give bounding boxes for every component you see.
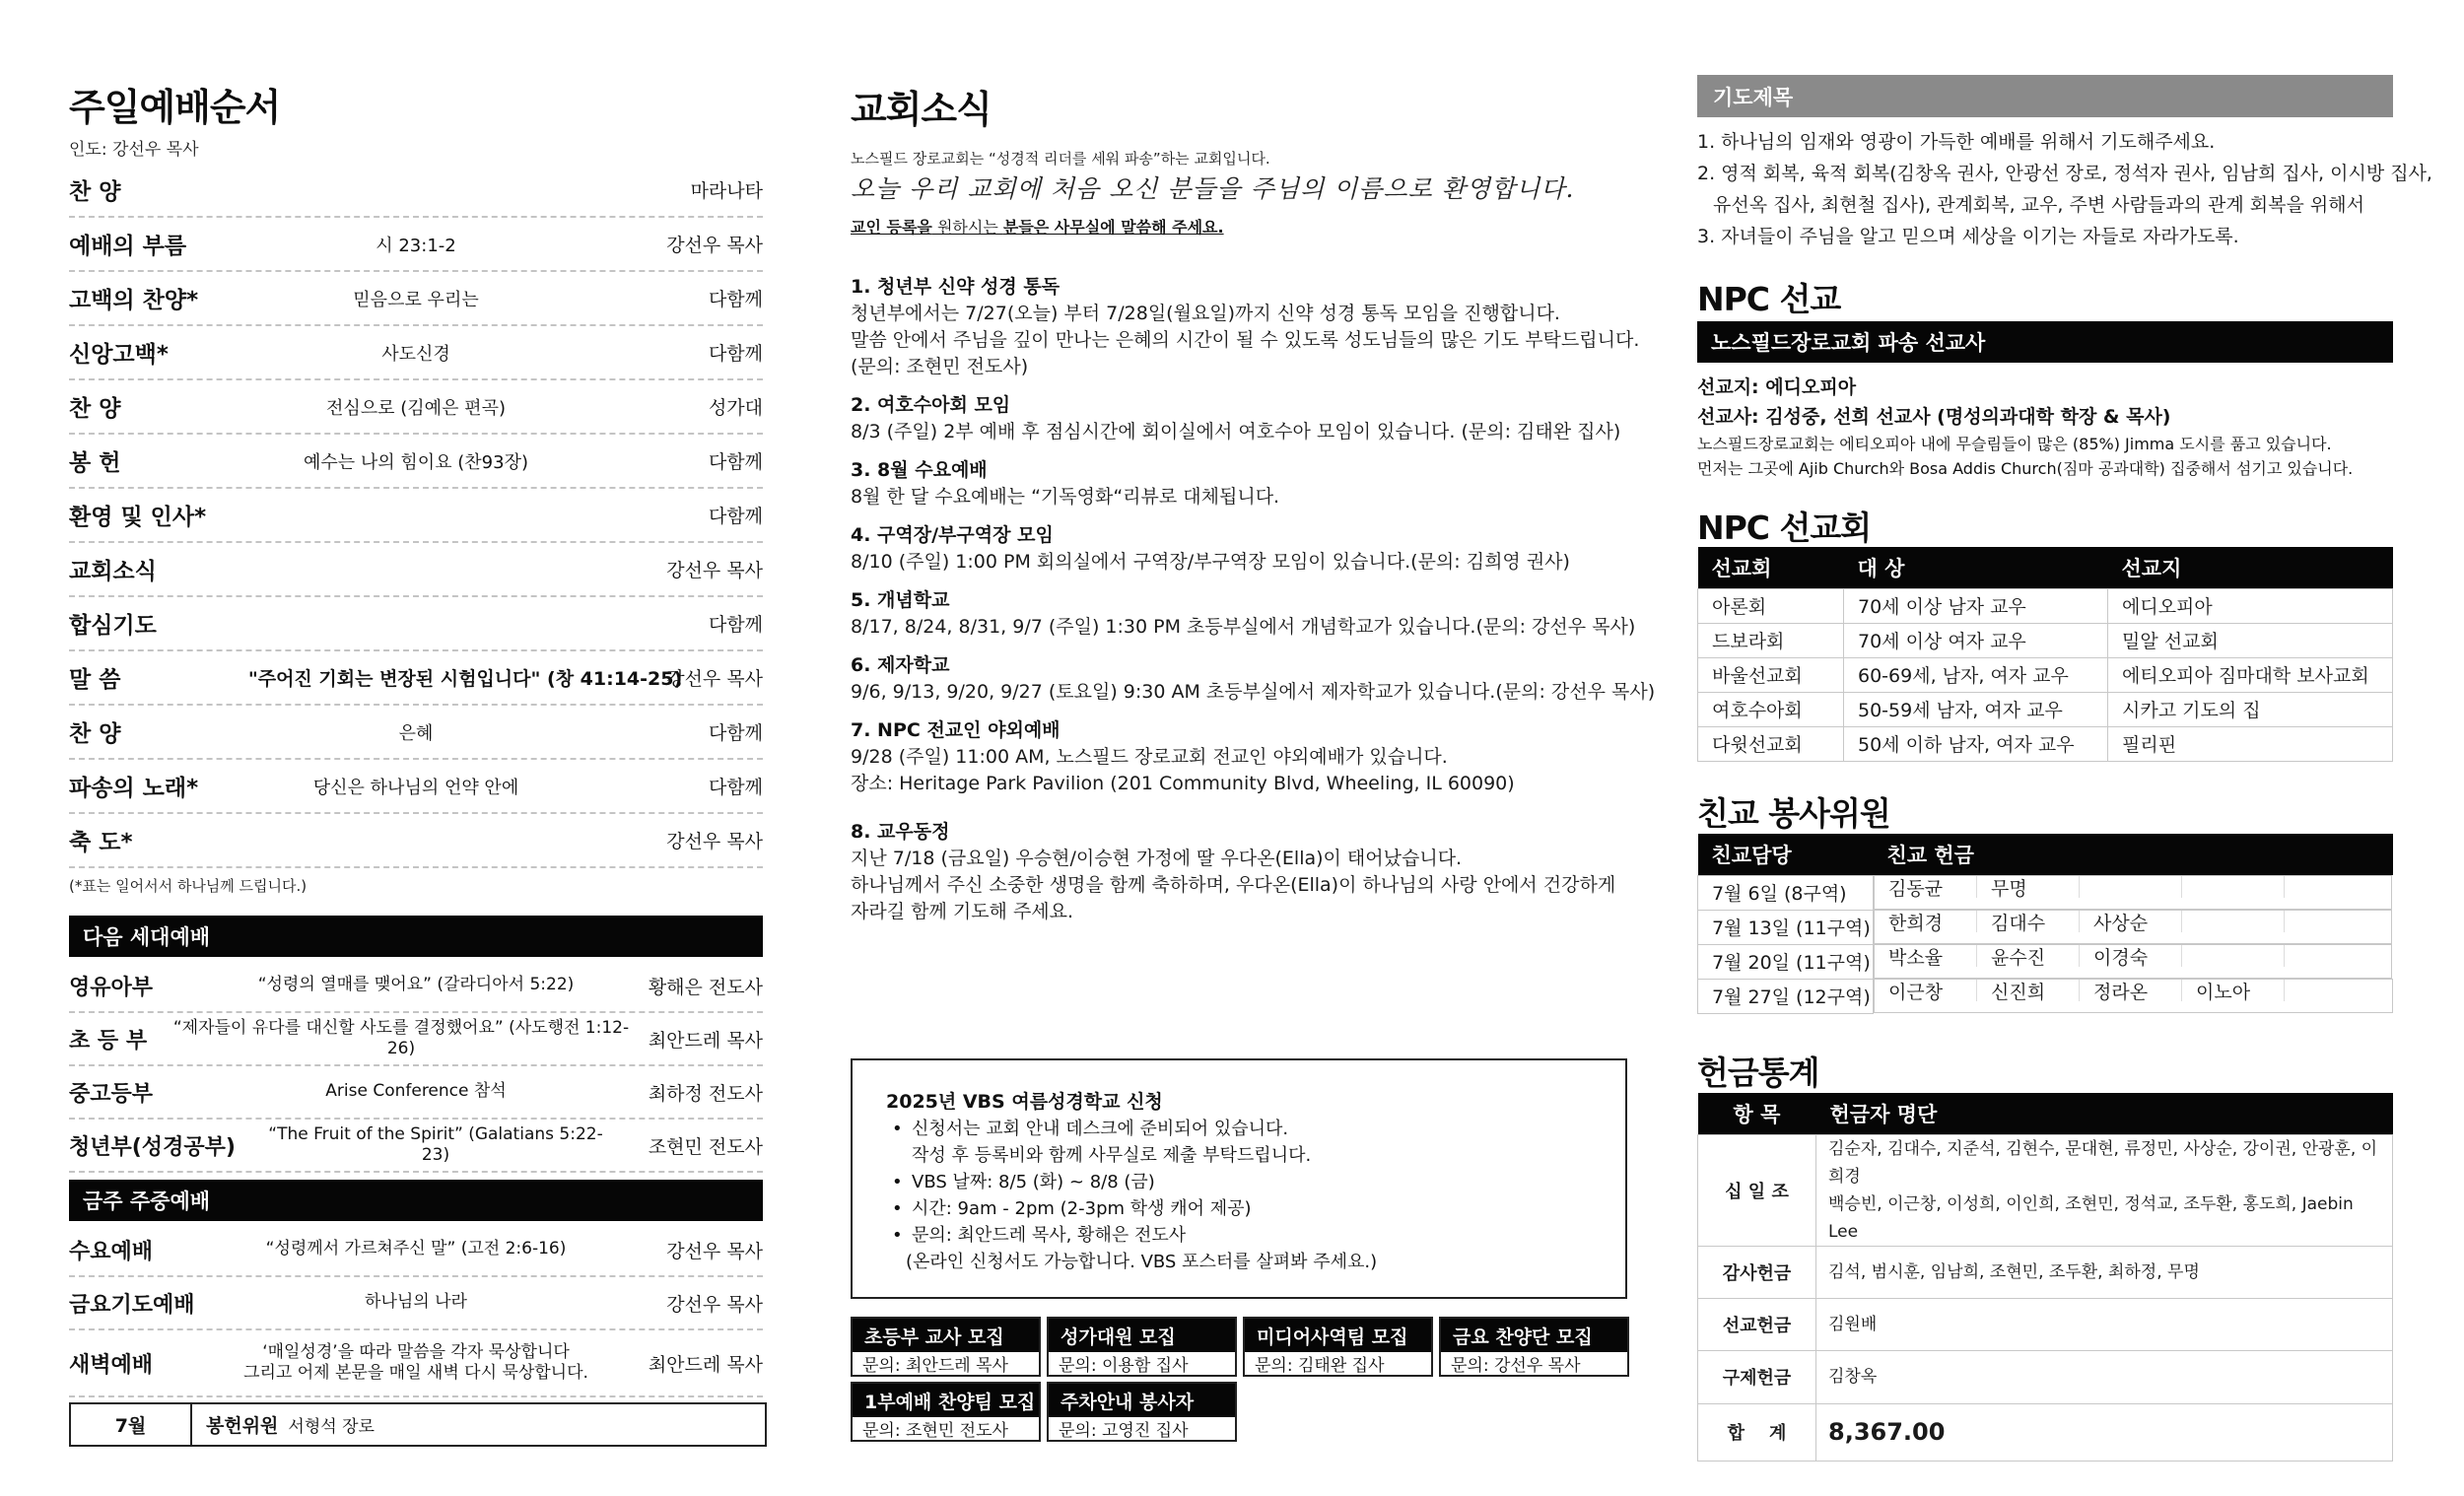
order-row [69,164,763,218]
order-item-content: 믿음으로 우리는 [353,289,479,310]
group-name: 다윗선교회 [1698,726,1844,761]
col-header: 선교회 [1698,547,1844,588]
service-name: 수요예배 [69,1239,154,1264]
greeting-date: 7월 27일 (12구역) [1698,979,1874,1013]
news-item [851,392,1639,445]
order-item-by: 다함께 [708,451,763,473]
table-row [1698,623,2393,657]
committee-month: 7월 [71,1404,192,1445]
greeting-date: 7월 20일 (11구역) [1698,944,1874,979]
name-cell: 정라온 [2080,980,2182,1001]
name-cell: 무명 [1977,876,2080,898]
table-row [1698,1134,2393,1246]
table-row [1698,657,2393,692]
news-item-title: 7. NPC 전교인 야외예배 [851,719,1061,741]
table-row [1698,1350,2393,1403]
registration-note [851,215,1224,238]
news-item-title: 3. 8월 수요예배 [851,459,988,481]
name-cell [2182,911,2285,932]
next-gen-row [69,1120,763,1173]
news-item-title: 1. 청년부 신약 성경 통독 [851,276,1061,298]
total-amount: 8,367.00 [1816,1403,2393,1461]
weekday-row [69,1330,763,1397]
group-target: 70세 이상 남자 교우 [1844,588,2108,623]
greeting-date: 7월 13일 (11구역) [1698,910,1874,944]
name-cell [2182,945,2285,967]
news-item [851,587,1639,641]
recruit-title: 성가대원 모집 [1049,1319,1235,1352]
group-name: 드보라회 [1698,623,1844,657]
registration-note-a: 교인 등록을 [851,218,932,237]
recruit-contact: 문의: 조현민 전도사 [862,1421,1008,1441]
vbs-line [886,1142,1625,1169]
group-field: 에티오피아 짐마대학 보사교회 [2108,657,2393,692]
service-content: “성령께서 가르쳐주신 말” (고전 2:6-16) [265,1239,567,1259]
service-content: 하나님의 나라 [365,1292,467,1313]
news-item-title: 4. 구역장/부구역장 모임 [851,524,1054,546]
order-item-by: 강선우 목사 [666,831,763,852]
news-item [851,652,1656,706]
group-target: 50-59세 남자, 여자 교우 [1844,692,2108,726]
standing-footnote: (*표는 일어서서 하나님께 드립니다.) [69,877,308,895]
total-label: 합 계 [1698,1403,1816,1461]
news-item-line: 말씀 안에서 주님을 깊이 만나는 은혜의 시간이 될 수 있도록 성도님들의 많은 기도 부탁드립니다. [851,329,1640,351]
news-item [851,457,1639,510]
next-gen-header: 다음 세대예배 [69,916,763,957]
name-cell: 신진희 [1977,980,2080,1001]
table-row [1698,588,2393,623]
order-item-content: 전심으로 (김예은 편곡) [326,397,506,419]
table-header-row [1698,1093,2393,1134]
order-item-by: 마라나타 [690,180,763,202]
table-row [1698,944,2393,979]
bullet-icon: • [892,1198,903,1219]
prayer-header: 기도제목 [1697,75,2393,117]
news-item [851,717,1639,797]
dept-content: “The Fruit of the Spirit” (Galatians 5:22-23) [268,1123,603,1165]
prayer-item: 2. 영적 회복, 육적 회복(김창옥 권사, 안광선 장로, 정석자 권사, 임남희 집사, 이시방 집사, [1697,163,2432,184]
order-item-name: 말 씀 [69,667,121,693]
news-item-title: 8. 교우동정 [851,821,950,843]
dept-name: 중고등부 [69,1081,154,1107]
order-item-by: 다함께 [708,777,763,798]
news-title: 교회소식 [851,88,992,131]
recruit-title: 1부예배 찬양팀 모집 [853,1384,1039,1417]
greeting-names [1874,910,2392,944]
order-item-name: 고백의 찬양* [69,288,199,313]
order-item-name: 신앙고백* [69,342,169,368]
group-field: 필리핀 [2108,726,2393,761]
table-row-total [1698,1403,2393,1461]
news-item-line: 8월 한 달 수요예배는 “기독영화“리뷰로 대체됩니다. [851,486,1280,508]
name-cell: 한희경 [1875,911,1977,932]
greeting-names [1874,875,2392,910]
dept-name: 청년부(성경공부) [69,1134,236,1160]
offering-names: 김석, 범시훈, 임남희, 조현민, 조두환, 최하정, 무명 [1816,1246,2393,1298]
recruit-card [851,1317,1041,1377]
vbs-line-text: 문의: 최안드레 목사, 황해은 전도사 [912,1225,1187,1246]
news-item-title: 2. 여호수아회 모임 [851,394,1011,416]
committee-label: 봉헌위원 [206,1415,279,1437]
news-item [851,522,1639,576]
service-name: 새벽예배 [69,1352,154,1378]
order-row [69,380,763,435]
dept-content: “제자들이 유다를 대신할 사도를 결정했어요” (사도행전 1:12-26) [172,1017,630,1058]
vbs-title: 2025년 VBS 여름성경학교 신청 [886,1091,1163,1113]
group-target: 60-69세, 남자, 여자 교우 [1844,657,2108,692]
order-item-by: 다함께 [708,289,763,310]
dept-leader: 황해은 전도사 [648,976,763,998]
dept-leader: 최하정 전도사 [648,1082,763,1105]
recruit-card [1047,1382,1237,1442]
bullet-icon: • [892,1225,903,1246]
recruit-contact: 문의: 김태완 집사 [1255,1356,1385,1376]
next-gen-row [69,960,763,1013]
dept-name: 영유아부 [69,975,154,1000]
group-name: 바울선교회 [1698,657,1844,692]
group-name: 여호수아회 [1698,692,1844,726]
order-item-by: 강선우 목사 [666,235,763,256]
recruit-title: 주차안내 봉사자 [1049,1384,1235,1417]
name-cell: 이근창 [1875,980,1977,1001]
offering-category: 십 일 조 [1698,1134,1816,1246]
mission-details [1697,373,2397,481]
vbs-line [886,1222,1625,1249]
col-header: 헌금자 명단 [1816,1093,2393,1134]
recruitment-grid [851,1317,1629,1442]
order-item-content: 시 23:1-2 [376,235,456,256]
news-item-line: 청년부에서는 7/27(오늘) 부터 7/28일(월요일)까지 신약 성경 통독 모임을 진행합니다. [851,303,1560,324]
recruit-contact: 문의: 고영진 집사 [1059,1421,1189,1441]
table-row [1698,875,2393,910]
dept-content: Arise Conference 참석 [325,1081,507,1102]
order-item-by: 다함께 [708,614,763,636]
offering-names-line: 백승빈, 이근창, 이성희, 이인희, 조현민, 정석교, 조두환, 홍도희, Jaebin Lee [1828,1193,2354,1242]
recruit-card [1243,1317,1433,1377]
name-cell [2080,876,2182,898]
news-item-line: 자라길 함께 기도해 주세요. [851,901,1074,922]
vbs-line [886,1116,1625,1142]
npc-mission-title: NPC 선교 [1697,280,1841,318]
table-row [1698,1246,2393,1298]
mission-field: 선교지: 에디오피아 [1697,376,1857,398]
page-title: 주일예배순서 [69,86,281,129]
recruit-title: 미디어사역팀 모집 [1245,1319,1431,1352]
offering-names [1816,1134,2393,1246]
offering-table [1697,1093,2393,1462]
prayer-item: 1. 하나님의 임재와 영광이 가득한 예배를 위해서 기도해주세요. [1697,131,2216,153]
missionary-names: 선교사: 김성중, 선희 선교사 (명성의과대학 학장 & 목사) [1697,406,2171,428]
group-name: 아론회 [1698,588,1844,623]
prayer-item-continued: 유선옥 집사, 최현철 집사), 관계회복, 교우, 주변 사람들과의 관계 회복을 위해서 [1713,194,2364,216]
bullet-icon: • [892,1172,903,1192]
service-leader: 강선우 목사 [666,1293,763,1316]
news-list [851,274,1656,937]
worship-order-list [69,164,763,868]
bullet-icon: • [892,1119,903,1139]
recruit-contact: 문의: 강선우 목사 [1451,1356,1581,1376]
weekday-row [69,1224,763,1277]
offering-category: 구제헌금 [1698,1350,1816,1403]
group-field: 시카고 기도의 집 [2108,692,2393,726]
name-cell: 윤수진 [1977,945,2080,967]
next-gen-list [69,960,763,1173]
table-header-row [1698,834,2393,875]
order-item-name: 축 도* [69,830,133,855]
order-item-name: 교회소식 [69,559,157,584]
order-item-name: 찬 양 [69,396,121,422]
sermon-title: "주어진 기회는 변장된 시험입니다" (창 41:14-25) [247,668,683,690]
recruit-title: 초등부 교사 모집 [853,1319,1039,1352]
order-row [69,435,763,489]
order-item-content: 예수는 나의 힘이요 (찬93장) [304,451,528,473]
name-cell: 박소율 [1875,945,1977,967]
service-content [217,1342,615,1385]
worship-leader: 인도: 강선우 목사 [69,140,199,160]
weekday-list [69,1224,763,1397]
news-item-line: 8/3 (주일) 2부 예배 후 점심시간에 회이실에서 여호수아 모임이 있습니다. (문의: 김태완 집사) [851,421,1621,442]
recruit-contact: 문의: 최안드레 목사 [862,1356,1008,1376]
recruit-card [1439,1317,1629,1377]
dept-leader: 최안드레 목사 [648,1029,763,1052]
col-header: 선교지 [2108,547,2393,588]
name-cell: 이경숙 [2080,945,2182,967]
offering-names: 김원배 [1816,1298,2393,1350]
news-item [851,819,1639,925]
npc-groups-title: NPC 선교회 [1697,509,1872,547]
offering-title: 헌금통계 [1697,1054,1819,1092]
order-item-by: 다함께 [708,506,763,527]
service-leader: 최안드레 목사 [648,1353,763,1376]
offering-names-line: 김순자, 김대수, 지준석, 김현수, 문대현, 류정민, 사상순, 강이권, 안광훈, 이희경 [1828,1138,2378,1187]
mission-desc: 먼저는 그곳에 Ajib Church와 Bosa Addis Church(짐마 공과대학) 집중해서 섬기고 있습니다. [1697,459,2354,478]
mission-desc: 노스필드장로교회는 에티오피아 내에 무슬림들이 많은 (85%) Jimma 도시를 품고 있습니다. [1697,435,2332,453]
recruit-title: 금요 찬양단 모집 [1441,1319,1627,1352]
name-cell: 김동균 [1875,876,1977,898]
news-item-line: 9/6, 9/13, 9/20, 9/27 (토요일) 9:30 AM 초등부실에서 제자학교가 있습니다.(문의: 강선우 목사) [851,681,1656,703]
order-item-by: 강선우 목사 [666,560,763,581]
order-row [69,326,763,380]
vbs-line-text: (온라인 신청서도 가능합니다. VBS 포스터를 살펴봐 주세요.) [906,1252,1378,1272]
name-cell [2182,876,2285,898]
order-item-name: 봉 헌 [69,450,121,476]
order-row [69,218,763,272]
name-cell: 이노아 [2182,980,2285,1001]
committee-member: 서형석 장로 [288,1417,375,1437]
order-item-name: 합심기도 [69,613,157,639]
order-row [69,272,763,326]
news-item-line: 8/17, 8/24, 8/31, 9/7 (주일) 1:30 PM 초등부실에서 개념학교가 있습니다.(문의: 강선우 목사) [851,616,1636,638]
welcome-script: 오늘 우리 교회에 처음 오신 분들을 주님의 이름으로 환영합니다. [851,174,1575,203]
weekday-header: 금주 주중예배 [69,1180,763,1221]
order-row [69,706,763,760]
vbs-notice-box [851,1058,1627,1299]
missionary-header: 노스필드장로교회 파송 선교사 [1697,321,2393,363]
order-item-content: 은혜 [398,722,434,744]
group-field: 밀알 선교회 [2108,623,2393,657]
group-target: 50세 이하 남자, 여자 교우 [1844,726,2108,761]
vbs-line [886,1249,1625,1275]
order-item-by: 강선우 목사 [666,668,763,690]
news-item [851,274,1639,380]
order-row-sermon [69,651,763,706]
dawn-line-1: ‘매일성경’을 따라 말씀을 각자 묵상합니다 [262,1341,570,1362]
vbs-line-text: 시간: 9am - 2pm (2-3pm 학생 캐어 제공) [912,1198,1252,1219]
offering-category: 선교헌금 [1698,1298,1816,1350]
vbs-line [886,1169,1625,1195]
greeting-date: 7월 6일 (8구역) [1698,875,1874,910]
offering-names: 김창옥 [1816,1350,2393,1403]
offering-category: 감사헌금 [1698,1246,1816,1298]
recruit-card [851,1382,1041,1442]
order-row [69,597,763,651]
prayer-list [1697,126,2432,252]
group-field: 에디오피아 [2108,588,2393,623]
news-item-line: 9/28 (주일) 11:00 AM, 노스필드 장로교회 전교인 야외예배가 있습니다. [851,746,1448,768]
vbs-line-text: VBS 날짜: 8/5 (화) ~ 8/8 (금) [912,1172,1155,1192]
news-item-line: 8/10 (주일) 1:00 PM 회의실에서 구역장/부구역장 모임이 있습니다.(문의: 김희영 권사) [851,551,1570,573]
col-header: 친교담당 [1698,834,1874,875]
order-row [69,814,763,868]
order-item-by: 성가대 [708,397,763,419]
order-item-name: 찬 양 [69,179,121,205]
group-target: 70세 이상 여자 교우 [1844,623,2108,657]
order-row [69,760,763,814]
col-header: 대 상 [1844,547,2108,588]
vbs-line [886,1195,1625,1222]
service-name: 금요기도예배 [69,1292,195,1318]
order-row [69,543,763,597]
recruit-card [1047,1317,1237,1377]
next-gen-row [69,1066,763,1120]
prayer-item: 3. 자녀들이 주님을 알고 믿으며 세상을 이기는 자들로 자라가도록. [1697,226,2239,247]
greeting-names [1874,979,2393,1013]
name-cell: 김대수 [1977,911,2080,932]
next-gen-row [69,1013,763,1066]
order-item-content: 당신은 하나님의 언약 안에 [312,777,519,798]
registration-note-c: 분들은 사무실에 말씀해 주세요. [1002,218,1224,237]
news-item-line: 지난 7/18 (금요일) 우승현/이승현 가정에 딸 우다온(Ella)이 태어났습니다. [851,848,1463,869]
order-item-name: 예배의 부름 [69,234,187,259]
order-item-by: 다함께 [708,722,763,744]
order-item-content: 사도신경 [381,343,450,365]
order-item-by: 다함께 [708,343,763,365]
offering-committee-box [69,1402,767,1447]
col-header: 친교 헌금 [1874,834,2393,875]
dawn-line-2: 그리고 어제 본문을 매일 새벽 다시 묵상합니다. [243,1363,588,1383]
table-row [1698,910,2393,944]
vbs-line-text: 신청서는 교회 안내 데스크에 준비되어 있습니다. [912,1119,1289,1139]
service-leader: 강선우 목사 [666,1240,763,1262]
news-item-title: 5. 개념학교 [851,589,950,611]
mission-groups-table [1697,547,2393,762]
table-header-row [1698,547,2393,588]
order-item-name: 파송의 노래* [69,776,199,801]
order-item-name: 찬 양 [69,721,121,747]
church-motto: 노스필드 장로교회는 “성경적 리더를 세워 파송”하는 교회입니다. [851,150,1270,168]
news-item-title: 6. 제자학교 [851,654,950,676]
order-item-name: 환영 및 인사* [69,505,207,530]
greeting-names [1874,944,2392,979]
registration-note-b: 원하시는 [931,218,1003,237]
table-row [1698,979,2393,1013]
news-item-line: 하나님께서 주신 소중한 생명을 함께 축하하며, 우다온(Ella)이 하나님의 사랑 안에서 건강하게 [851,874,1616,896]
news-item-line: (문의: 조현민 전도사) [851,356,1029,377]
table-row [1698,692,2393,726]
dept-name: 초 등 부 [69,1028,148,1054]
news-item-line: 장소: Heritage Park Pavilion (201 Community Blvd, Wheeling, IL 60090) [851,773,1515,794]
vbs-line-text: 작성 후 등록비와 함께 사무실로 제출 부탁드립니다. [912,1145,1312,1166]
weekday-row [69,1277,763,1330]
name-cell: 사상순 [2080,911,2182,932]
recruit-contact: 문의: 이용함 집사 [1059,1356,1189,1376]
greeting-table [1697,834,2393,1014]
greeting-title: 친교 봉사위원 [1697,794,1890,833]
table-row [1698,726,2393,761]
dept-leader: 조현민 전도사 [648,1135,763,1158]
col-header: 항 목 [1698,1093,1816,1134]
dept-content: “성령의 열매를 맺어요” (갈라디아서 5:22) [257,975,575,995]
table-row [1698,1298,2393,1350]
order-row [69,489,763,543]
